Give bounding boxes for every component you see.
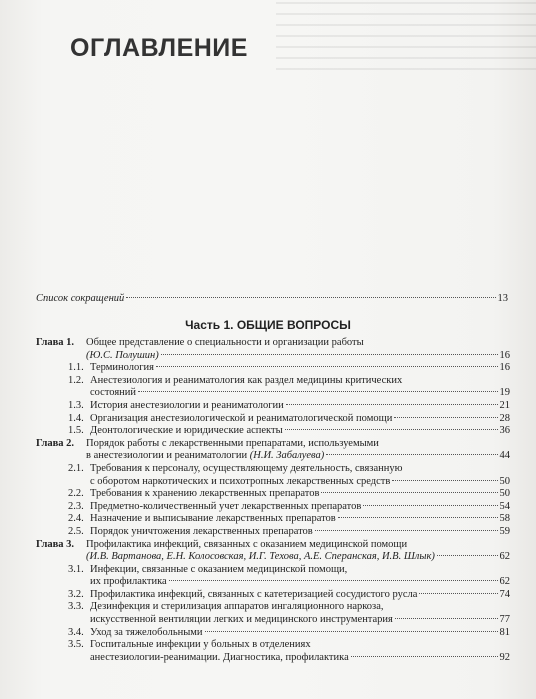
toc-section[interactable] <box>68 413 510 426</box>
dot-leader <box>161 354 498 355</box>
toc-page-number: 58 <box>499 513 510 525</box>
dot-leader <box>392 480 497 481</box>
dot-leader <box>205 631 498 632</box>
toc-section[interactable] <box>68 501 510 514</box>
chapter-author-line <box>86 350 510 363</box>
chapter-authors: (Н.И. Забалуева) <box>249 450 325 462</box>
chapter-title-line <box>86 438 510 451</box>
chapter-body <box>86 337 510 362</box>
dot-leader <box>321 492 497 493</box>
section-title-text: Инфекции, связанные с оказанием медицинской помощи, <box>90 563 348 575</box>
section-title-line <box>90 413 510 426</box>
section-title-text: их профилактика <box>90 576 167 588</box>
section-number: 1.1. <box>68 362 84 374</box>
bleed-through-text <box>276 0 536 70</box>
chapter-label: Глава 2. <box>36 437 75 449</box>
section-title-line <box>90 639 510 652</box>
dot-leader <box>419 593 497 594</box>
section-title-text: Порядок уничтожения лекарственных препаратов <box>90 525 313 537</box>
section-number: 2.5. <box>68 525 84 537</box>
section-title-line <box>90 526 510 539</box>
section-title-line <box>90 387 510 400</box>
section-title-text: Терминология <box>90 362 155 374</box>
chapter-author-line <box>86 551 510 564</box>
section-body <box>90 627 510 640</box>
section-title-text: Требования к хранению лекарственных препаратов <box>90 488 320 500</box>
section-body <box>90 362 510 375</box>
section-title-line <box>90 627 510 640</box>
toc-entry-label: Список сокращений <box>36 293 125 304</box>
section-body <box>90 601 510 626</box>
chapter-title-text: Общее представление о специальности и организации работы <box>86 337 364 348</box>
section-body <box>90 425 510 438</box>
section-body <box>90 526 510 539</box>
section-number: 3.3. <box>68 601 84 613</box>
toc-page-number: 92 <box>499 651 510 663</box>
dot-leader <box>286 404 498 405</box>
section-number: 1.5. <box>68 425 84 437</box>
chapter-title-line <box>86 539 510 552</box>
section-title-text: Профилактика инфекций, связанных с катетеризацией сосудистого русла <box>90 588 418 600</box>
toc-section[interactable] <box>68 513 510 526</box>
toc-section[interactable] <box>68 601 510 626</box>
page-title: ОГЛАВЛЕНИЕ <box>70 34 248 62</box>
section-number: 2.2. <box>68 488 84 500</box>
dot-leader <box>126 297 495 298</box>
toc-page-number: 74 <box>499 588 510 600</box>
toc-section[interactable] <box>68 526 510 539</box>
section-title-line <box>90 564 510 577</box>
toc-section[interactable] <box>68 627 510 640</box>
section-number: 3.4. <box>68 626 84 638</box>
section-title-text: с оборотом наркотических и психотропных лекарственных средств <box>90 475 391 487</box>
section-number: 2.4. <box>68 513 84 525</box>
section-title-text: состояний <box>90 387 137 399</box>
toc-page-number: 16 <box>499 362 510 374</box>
table-of-contents <box>36 337 510 664</box>
section-title-text: Требования к персоналу, осуществляющему деятельность, связанную <box>90 462 403 474</box>
toc-chapter[interactable] <box>36 438 510 463</box>
toc-page-number: 50 <box>499 488 510 500</box>
dot-leader <box>437 555 498 556</box>
section-number: 2.1. <box>68 462 84 474</box>
dot-leader <box>156 366 497 367</box>
toc-section[interactable] <box>68 488 510 501</box>
section-title-text: искусственной вентиляции легких и медицинского инструментария <box>90 614 393 626</box>
section-title-line <box>90 589 510 602</box>
toc-page-number: 21 <box>499 399 510 411</box>
toc-section[interactable] <box>68 425 510 438</box>
section-body <box>90 589 510 602</box>
section-body <box>90 564 510 589</box>
toc-section[interactable] <box>68 362 510 375</box>
chapter-body <box>86 438 510 463</box>
dot-leader <box>338 517 498 518</box>
section-number: 3.5. <box>68 639 84 651</box>
section-number: 2.3. <box>68 500 84 512</box>
section-title-text: Назначение и выписывание лекарственных препаратов <box>90 513 336 525</box>
dot-leader <box>138 391 497 392</box>
toc-page-number: 59 <box>499 525 510 537</box>
section-number: 3.1. <box>68 563 84 575</box>
dot-leader <box>169 580 498 581</box>
toc-section[interactable] <box>68 400 510 413</box>
chapter-authors: (И.В. Вартанова, Е.Н. Колосовская, И.Г. Техова, А.Е. Сперанская, И.В. Шлык) <box>86 551 435 563</box>
toc-section[interactable] <box>68 375 510 400</box>
section-number: 3.2. <box>68 588 84 600</box>
toc-entry-abbreviations[interactable] <box>36 292 508 305</box>
section-title-line <box>90 425 510 438</box>
toc-page-number: 62 <box>499 576 510 588</box>
section-title-line <box>90 614 510 627</box>
section-title-line <box>90 476 510 489</box>
dot-leader <box>394 417 497 418</box>
toc-page-number: 50 <box>499 475 510 487</box>
toc-section[interactable] <box>68 589 510 602</box>
section-title-line <box>90 513 510 526</box>
dot-leader <box>395 618 498 619</box>
section-title-line <box>90 601 510 614</box>
toc-page-number: 54 <box>499 500 510 512</box>
chapter-body <box>86 539 510 564</box>
toc-page-number: 28 <box>499 412 510 424</box>
dot-leader <box>351 656 498 657</box>
toc-page-number: 13 <box>497 293 508 304</box>
section-body <box>90 400 510 413</box>
chapter-authors: (Ю.С. Полушин) <box>86 349 159 361</box>
section-title-line <box>90 576 510 589</box>
chapter-label: Глава 1. <box>36 337 75 348</box>
toc-chapter[interactable] <box>36 539 510 564</box>
section-number: 1.2. <box>68 374 84 386</box>
toc-page-number: 44 <box>499 450 510 462</box>
chapter-title-text: в анестезиологии и реаниматологии <box>86 450 248 462</box>
dot-leader <box>285 429 498 430</box>
section-title-line <box>90 375 510 388</box>
section-title-text: Уход за тяжелобольными <box>90 626 203 638</box>
section-title-line <box>90 362 510 375</box>
section-title-line <box>90 400 510 413</box>
section-body <box>90 639 510 664</box>
toc-page-number: 81 <box>499 626 510 638</box>
section-number: 1.3. <box>68 399 84 411</box>
dot-leader <box>326 454 497 455</box>
chapter-title-text: Профилактика инфекций, связанных с оказанием медицинской помощи <box>86 538 408 550</box>
section-title-text: История анестезиологии и реаниматологии <box>90 399 284 411</box>
toc-page-number: 19 <box>499 387 510 399</box>
section-title-line <box>90 488 510 501</box>
section-body <box>90 501 510 514</box>
section-body <box>90 513 510 526</box>
section-title-text: анестезиологии-реанимации. Диагностика, профилактика <box>90 651 349 663</box>
part-heading: Часть 1. ОБЩИЕ ВОПРОСЫ <box>185 318 351 332</box>
chapter-title-line <box>86 450 510 463</box>
section-body <box>90 488 510 501</box>
toc-section[interactable] <box>68 564 510 589</box>
section-body <box>90 375 510 400</box>
section-title-line <box>90 463 510 476</box>
chapter-title-line <box>86 337 510 350</box>
dot-leader <box>315 530 498 531</box>
toc-page-number: 77 <box>499 614 510 626</box>
section-body <box>90 463 510 488</box>
section-title-text: Организация анестезиологической и реаниматологической помощи <box>90 412 393 424</box>
toc-section[interactable] <box>68 639 510 664</box>
toc-chapter[interactable] <box>36 337 510 362</box>
chapter-label: Глава 3. <box>36 538 75 550</box>
section-title-text: Деонтологические и юридические аспекты <box>90 425 283 437</box>
section-title-text: Анестезиология и реаниматология как раздел медицины критических <box>90 374 403 386</box>
chapter-title-text: Порядок работы с лекарственными препаратами, используемыми <box>86 437 379 449</box>
toc-section[interactable] <box>68 463 510 488</box>
section-title-text: Госпитальные инфекции у больных в отделениях <box>90 639 311 651</box>
toc-page-number: 36 <box>499 425 510 437</box>
section-number: 1.4. <box>68 412 84 424</box>
toc-page-number: 62 <box>499 551 510 563</box>
section-title-line <box>90 501 510 514</box>
dot-leader <box>363 505 497 506</box>
section-title-text: Предметно-количественный учет лекарственных препаратов <box>90 500 362 512</box>
toc-page-number: 16 <box>499 349 510 361</box>
section-title-line <box>90 652 510 665</box>
section-title-text: Дезинфекция и стерилизация аппаратов ингаляционного наркоза, <box>90 601 384 613</box>
section-body <box>90 413 510 426</box>
